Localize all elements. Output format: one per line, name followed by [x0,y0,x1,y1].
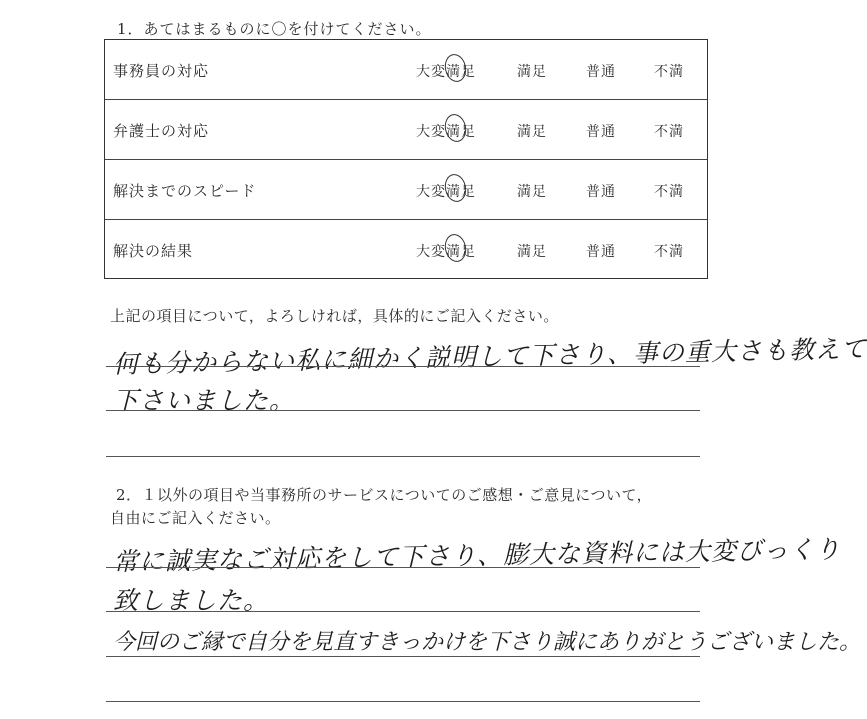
option-very-satisfied[interactable]: 大変満足 [416,124,476,140]
row-label: 事務員の対応 [113,62,210,80]
option-dissatisfied[interactable]: 不満 [654,64,684,80]
row-label: 解決までのスピード [113,182,257,200]
option-neutral[interactable]: 普通 [586,244,616,260]
comment-rule-line [106,366,700,367]
rating-table [104,39,708,279]
handwritten-comment-line: 致しました。 [113,586,270,615]
option-very-satisfied[interactable]: 大変満足 [416,64,476,80]
handwritten-comment-line: 常に誠実なご対応をして下さり、膨大な資料には大変びっくり [112,534,842,577]
handwritten-comment-line: 下さいました。 [113,386,296,415]
option-very-satisfied[interactable]: 大変満足 [416,244,476,260]
option-dissatisfied[interactable]: 不満 [654,184,684,200]
question2-prompt-line2: 自由にご記入ください。 [110,509,281,527]
option-neutral[interactable]: 普通 [586,124,616,140]
handwritten-comment-line: 今回のご縁で自分を見直すきっかけを下さり誠にありがとうございました。 [113,630,862,655]
comment-rule-line [106,456,700,457]
comment-rule-line [106,611,700,612]
option-dissatisfied[interactable]: 不満 [654,244,684,260]
comment-rule-line [106,567,700,568]
comment-rule-line [106,410,700,411]
question1-heading: 1．あてはまるものに〇を付けてください。 [117,20,432,38]
option-very-satisfied[interactable]: 大変満足 [416,184,476,200]
option-satisfied[interactable]: 満足 [517,184,547,200]
option-neutral[interactable]: 普通 [586,184,616,200]
comment-rule-line [106,701,700,702]
option-dissatisfied[interactable]: 不満 [654,124,684,140]
option-neutral[interactable]: 普通 [586,64,616,80]
rating-row-speed [105,160,707,220]
question2-prompt-line1: 2．１以外の項目や当事務所のサービスについてのご感想・ご意見について， [116,486,653,504]
rating-row-result [105,220,707,280]
question1-comment-prompt: 上記の項目について，よろしければ，具体的にご記入ください。 [110,307,559,325]
option-satisfied[interactable]: 満足 [517,124,547,140]
option-satisfied[interactable]: 満足 [517,64,547,80]
comment-rule-line [106,656,700,657]
option-satisfied[interactable]: 満足 [517,244,547,260]
handwritten-comment-line: 何も分からない私に細かく説明して下さり、事の重大さも教えて [112,334,867,379]
row-label: 弁護士の対応 [113,122,210,140]
row-label: 解決の結果 [113,242,194,260]
rating-row-lawyer [105,100,707,160]
rating-row-staff [105,40,707,100]
